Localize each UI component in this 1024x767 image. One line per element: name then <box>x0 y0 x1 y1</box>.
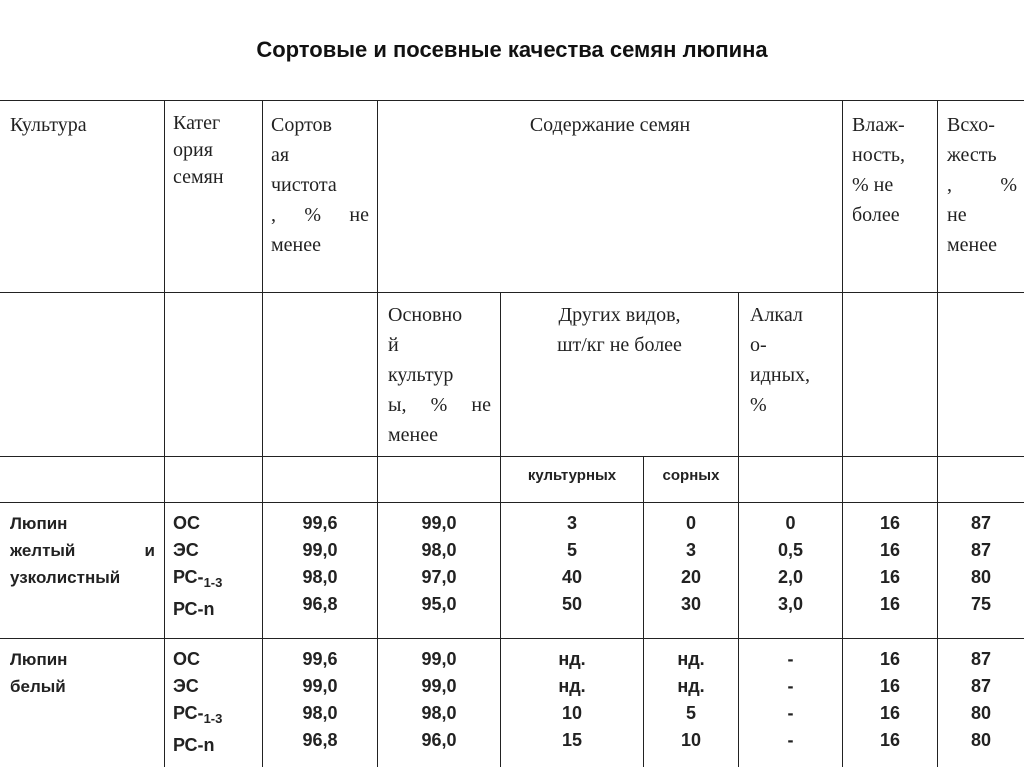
header-other-species-line: шт/кг не более <box>557 334 682 356</box>
germination-value: 87 <box>970 540 992 560</box>
category-base: РС- <box>173 703 204 723</box>
row-divider <box>0 638 1024 639</box>
weed-value: 5 <box>685 703 696 723</box>
purity-value: 99,0 <box>302 540 338 560</box>
category-value <box>173 564 261 596</box>
header-content: Содержание семян <box>529 114 691 136</box>
germination-value: 87 <box>970 513 992 533</box>
category-value <box>173 732 261 759</box>
category-value <box>173 700 261 732</box>
germination-value: 80 <box>970 703 992 723</box>
header-purity-line: , % не <box>271 204 369 226</box>
alkaloid-value: - <box>787 649 794 669</box>
purity-cell <box>263 510 377 618</box>
header-main-culture-line: Основно <box>388 304 463 326</box>
alkaloid-value: - <box>787 676 794 696</box>
category-value <box>173 537 261 564</box>
germination-value: 87 <box>970 649 992 669</box>
header-alkaloid-line: идных, <box>750 364 811 386</box>
alkaloid-cell <box>739 646 842 754</box>
alkaloid-value: - <box>787 703 794 723</box>
main-culture-cell <box>378 646 500 754</box>
moisture-value: 16 <box>879 676 901 696</box>
header-alkaloid-line: о- <box>750 334 767 356</box>
category-base: ОС <box>173 649 200 669</box>
header-purity-line: Сортов <box>271 114 332 136</box>
weed-value: 30 <box>680 594 702 614</box>
category-value <box>173 596 261 623</box>
alkaloid-value: 2,0 <box>777 567 804 587</box>
main-culture-value: 99,0 <box>421 676 457 696</box>
cultural-value: 50 <box>561 594 583 614</box>
category-cell <box>173 646 261 759</box>
weed-value: 10 <box>680 730 702 750</box>
header-moisture-line: ность, <box>852 144 905 166</box>
purity-value: 96,8 <box>302 594 338 614</box>
header-weed: сорных <box>662 467 720 484</box>
header-category-line: Катег <box>173 112 221 134</box>
main-culture-value: 99,0 <box>421 513 457 533</box>
alkaloid-value: 0 <box>785 513 796 533</box>
alkaloid-value: 3,0 <box>777 594 804 614</box>
header-cultural: культурных <box>527 467 617 484</box>
cultural-cell <box>501 510 643 618</box>
row-divider <box>0 456 1024 457</box>
weed-value: нд. <box>677 649 705 669</box>
category-value <box>173 510 261 537</box>
table-border-top <box>0 100 1024 101</box>
moisture-value: 16 <box>879 513 901 533</box>
main-culture-value: 95,0 <box>421 594 457 614</box>
category-base: РС-n <box>173 735 215 755</box>
cultural-value: 15 <box>561 730 583 750</box>
header-main-culture <box>388 300 491 450</box>
header-alkaloid-line: % <box>750 394 767 416</box>
cultural-value: 10 <box>561 703 583 723</box>
germination-value: 80 <box>970 567 992 587</box>
header-purity-line: ая <box>271 144 290 166</box>
culture-line: Люпин <box>10 514 68 533</box>
header-moisture-line: % не <box>852 174 894 196</box>
alkaloid-cell <box>739 510 842 618</box>
cultural-value: нд. <box>558 649 586 669</box>
germination-value: 75 <box>970 594 992 614</box>
header-alkaloid <box>750 300 838 420</box>
header-category-line: ория <box>173 139 213 161</box>
purity-value: 99,6 <box>302 649 338 669</box>
culture-line: желтый и <box>10 541 155 560</box>
column-divider <box>164 100 165 767</box>
header-moisture <box>852 110 932 230</box>
purity-value: 98,0 <box>302 703 338 723</box>
category-subscript: 1-3 <box>203 711 223 726</box>
culture-line: узколистный <box>10 568 121 587</box>
culture-cell <box>10 646 155 700</box>
row-divider <box>0 502 1024 503</box>
header-main-culture-line: ы, % не <box>388 394 491 416</box>
table-title: Сортовые и посевные качества семян люпина <box>256 37 768 62</box>
main-culture-value: 96,0 <box>421 730 457 750</box>
germination-value: 80 <box>970 730 992 750</box>
culture-line: Люпин <box>10 650 68 669</box>
cultural-value: 3 <box>566 513 577 533</box>
cultural-value: нд. <box>558 676 586 696</box>
header-purity <box>271 110 369 260</box>
purity-value: 99,6 <box>302 513 338 533</box>
row-divider <box>0 292 1024 293</box>
moisture-value: 16 <box>879 540 901 560</box>
weed-cell <box>644 510 738 618</box>
header-moisture-line: Влаж- <box>852 114 905 136</box>
header-alkaloid-line: Алкал <box>750 304 803 326</box>
cultural-value: 40 <box>561 567 583 587</box>
main-culture-value: 99,0 <box>421 649 457 669</box>
header-main-culture-line: культур <box>388 364 454 386</box>
culture-cell <box>10 510 155 591</box>
header-germination <box>947 110 1017 260</box>
germination-cell <box>938 646 1024 754</box>
header-germination-line: Всхо- <box>947 114 995 136</box>
moisture-cell <box>843 510 937 618</box>
header-other-species <box>501 300 738 360</box>
culture-line: белый <box>10 677 66 696</box>
header-category <box>173 110 258 191</box>
purity-value: 96,8 <box>302 730 338 750</box>
weed-value: 3 <box>685 540 696 560</box>
main-culture-cell <box>378 510 500 618</box>
main-culture-value: 97,0 <box>421 567 457 587</box>
main-culture-value: 98,0 <box>421 540 457 560</box>
moisture-value: 16 <box>879 649 901 669</box>
category-value <box>173 646 261 673</box>
category-base: РС- <box>173 567 204 587</box>
header-germination-line: не <box>947 204 967 226</box>
weed-value: 0 <box>685 513 696 533</box>
category-subscript: 1-3 <box>203 575 223 590</box>
header-moisture-line: более <box>852 204 900 226</box>
category-base: ОС <box>173 513 200 533</box>
germination-cell <box>938 510 1024 618</box>
header-main-culture-line: й <box>388 334 399 356</box>
header-purity-line: чистота <box>271 174 337 196</box>
purity-value: 99,0 <box>302 676 338 696</box>
header-culture: Культура <box>10 114 87 136</box>
weed-cell <box>644 646 738 754</box>
category-base: РС-n <box>173 599 215 619</box>
header-category-line: семян <box>173 166 224 188</box>
moisture-cell <box>843 646 937 754</box>
alkaloid-value: 0,5 <box>777 540 804 560</box>
header-germination-line: менее <box>947 234 997 256</box>
purity-value: 98,0 <box>302 567 338 587</box>
category-base: ЭС <box>173 540 199 560</box>
category-cell <box>173 510 261 623</box>
header-purity-line: менее <box>271 234 321 256</box>
header-main-culture-line: менее <box>388 424 438 446</box>
germination-value: 87 <box>970 676 992 696</box>
header-germination-line: жесть <box>947 144 997 166</box>
cultural-cell <box>501 646 643 754</box>
moisture-value: 16 <box>879 594 901 614</box>
cultural-value: 5 <box>566 540 577 560</box>
moisture-value: 16 <box>879 703 901 723</box>
header-germination-line: , % <box>947 174 1017 196</box>
weed-value: нд. <box>677 676 705 696</box>
header-other-species-line: Других видов, <box>558 304 681 326</box>
moisture-value: 16 <box>879 730 901 750</box>
alkaloid-value: - <box>787 730 794 750</box>
purity-cell <box>263 646 377 754</box>
category-base: ЭС <box>173 676 199 696</box>
category-value <box>173 673 261 700</box>
weed-value: 20 <box>680 567 702 587</box>
moisture-value: 16 <box>879 567 901 587</box>
main-culture-value: 98,0 <box>421 703 457 723</box>
